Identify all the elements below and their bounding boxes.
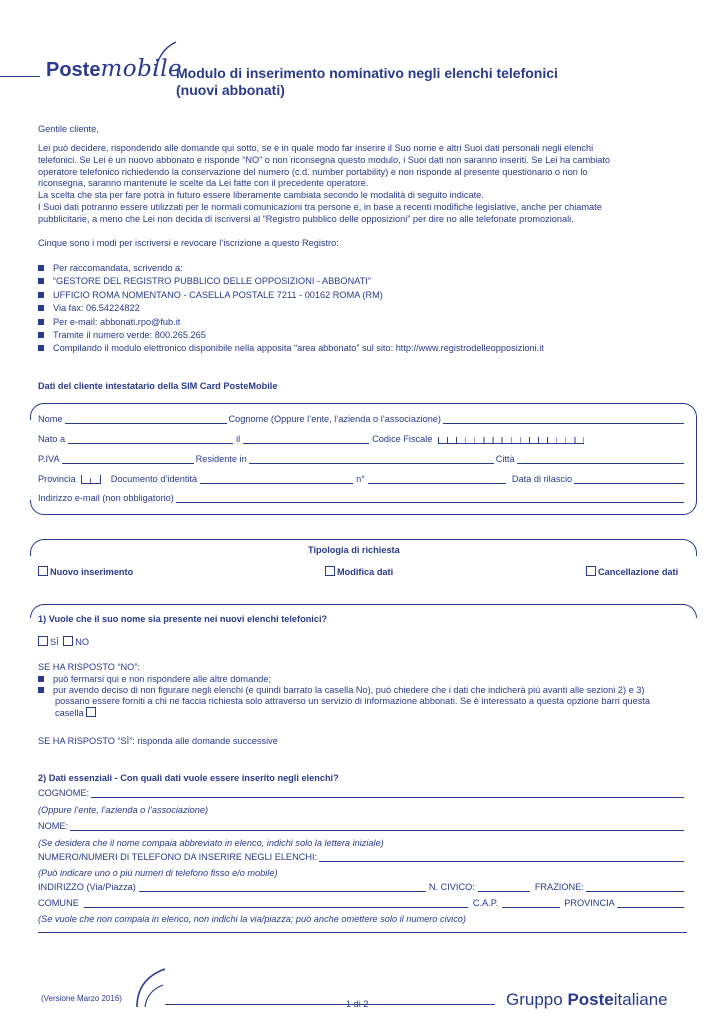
q2-cap-field[interactable] [502,898,560,908]
logo-poste: Poste [46,59,101,81]
footer-rule-left [38,932,687,933]
row-residenza: P.IVA Residente in Città [38,454,686,464]
row-q2-numeri: NUMERO/NUMERI DI TELEFONO DA INSERIRE NEGLI ELENCHI: [38,852,686,862]
q2-numeri-field[interactable] [319,852,684,862]
client-section-heading: Dati del cliente intestatario della SIM Card PosteMobile [38,381,278,391]
cancellazione-dati-checkbox[interactable] [586,566,596,576]
bullet-icon [38,332,44,338]
logo-mobile: mobile [100,56,183,82]
header-swoosh [150,40,178,82]
list-item: pur avendo deciso di non figurare negli elenchi (e quindi barrato la casella No), può chiedere che i dati che indicherà più avanti alle sezioni 2) e 3) [38,685,650,696]
row-email: Indirizzo e-mail (non obbligatorio) [38,493,686,503]
list-item: Tramite il numero verde: 800.265.265 [38,330,544,340]
cancellazione-dati-option[interactable]: Cancellazione dati [586,566,678,577]
residente-field[interactable] [249,454,494,464]
q2-nome-note: (Se desidera che il nome compaia abbreviato in elenco, indichi solo la lettera iniziale) [38,838,384,848]
bullet-icon [38,676,44,682]
codice-fiscale-field[interactable] [438,434,584,444]
bullet-icon [38,687,44,693]
list-item: Via fax: 06.54224822 [38,303,544,313]
row-nome-cognome: Nome Cognome (Oppure l’ente, l’azienda o l’associazione) [38,414,686,424]
list-item: Per e-mail: abbonati.rpo@fub.it [38,317,544,327]
documento-field[interactable] [200,474,353,484]
list-item: UFFICIO ROMA NOMENTANO - CASELLA POSTALE 7211 - 00162 ROMA (RM) [38,290,544,300]
data-rilascio-field[interactable] [574,474,684,484]
gruppo-poste-logo: Gruppo Posteitaliane [506,990,668,1009]
q2-indirizzo-note: (Se vuole che non compaia in elenco, non indichi la via/piazza; può anche omettere solo il numero civico) [38,914,466,924]
list-item: Per raccomandata, scrivendo a: [38,263,544,273]
q2-comune-field[interactable] [84,898,468,908]
data-nascita-field[interactable] [243,434,369,444]
email-field[interactable] [176,493,684,503]
row-q2-indirizzo: INDIRIZZO (Via/Piazza) N. CIVICO: FRAZIONE: [38,882,686,892]
bullet-icon [38,319,44,325]
modifica-dati-checkbox[interactable] [325,566,335,576]
list-item: Compilando il modulo elettronico disponibile nella apposita “area abbonato” sul sito: http://www.registrodelleopposizioni.it [38,343,544,353]
piva-field[interactable] [62,454,194,464]
no-checkbox[interactable] [63,636,73,646]
row-q2-cognome: COGNOME: [38,788,686,798]
intro-methods-lead: Cinque sono i modi per iscriversi e revocare l’iscrizione a questo Registro: [38,238,339,248]
nome-field[interactable] [65,414,227,424]
nuovo-inserimento-checkbox[interactable] [38,566,48,576]
bullet-icon [38,265,44,271]
header-rule [0,76,40,77]
q1-si-text: SE HA RISPOSTO “SÌ”: risponda alle domande successive [38,736,278,746]
info-service-option: casella [38,707,650,719]
q2-provincia-field[interactable] [617,898,684,908]
nuovo-inserimento-option[interactable]: Nuovo inserimento [38,566,133,577]
row-q2-comune: COMUNE C.A.P. PROVINCIA [38,898,686,908]
citta-field[interactable] [517,454,684,464]
q2-civico-field[interactable] [478,882,530,892]
bullet-icon [38,292,44,298]
q1-no-heading: SE HA RISPOSTO “NO”: [38,662,140,672]
q2-cognome-note: (Oppure l’ente, l’azienda o l’associazione) [38,805,209,815]
si-checkbox[interactable] [38,636,48,646]
list-item: “GESTORE DEL REGISTRO PUBBLICO DELLE OPPOSIZIONI - ABBONATI” [38,276,544,286]
info-service-checkbox[interactable] [86,707,96,717]
request-type-heading: Tipologia di richiesta [308,545,400,555]
q2-numeri-note: (Può indicare uno o più numeri di telefono fisso e/o mobile) [38,868,278,878]
page-title: Modulo di inserimento nominativo negli elenchi telefonici (nuovi abbonati) [176,65,558,98]
bullet-icon [38,278,44,284]
list-item: può fermarsi qui e non rispondere alle altre domande; [38,674,650,685]
row-nascita: Nato a il Codice Fiscale [38,434,686,444]
page-number: 1 di 2 [346,999,369,1009]
q2-frazione-field[interactable] [586,882,684,892]
intro-greeting: Gentile cliente, [38,124,99,134]
bullet-icon [38,305,44,311]
q2-question: 2) Dati essenziali - Con quali dati vuole essere inserito negli elenchi? [38,773,339,783]
version-label: (Versione Marzo 2016) [41,994,122,1003]
provincia-field[interactable] [81,475,101,484]
row-q2-nome: NOME: [38,821,686,831]
intro-paragraph: Lei può decidere, rispondendo alle domande qui sotto, se e in quale modo far inserire il Suo nome e altri Suoi dati personali negli elenchi telefonici. Se Lei è un nuovo abbonato e risponde “NO” o non riconsegna questo modulo, i Suoi dati non saranno inseriti. Se Lei ha cambiato operatore telefonico richiedendo la conservazione del numero (c.d. number portability) e non risponde al presente questionario o non lo riconsegna, saranno mantenute le scelte da Lei fatte con il precedente operatore. La scelta che sta per fare potrà in futuro essere liberamente cambiata secondo le modalità di seguito indicate. I Suoi dati potranno essere utilizzati per le normali comunicazioni tra persone e, in base a recenti modifiche legislative, anche per chiamate pubblicitarie, a meno che Lei non decida di iscriversi al “Registro pubblico delle opposizioni” per dire no alle telefonate promozionali. [38,143,611,224]
q1-question: 1) Vuole che il suo nome sia presente nei nuovi elenchi telefonici? [38,614,328,624]
q2-indirizzo-field[interactable] [139,882,426,892]
modifica-dati-option[interactable]: Modifica dati [325,566,393,577]
footer-swoosh [133,963,167,1011]
q1-no-bullets: può fermarsi qui e non rispondere alle altre domande; pur avendo deciso di non figurare negli elenchi (e quindi barrato la casella No), può chiedere che i dati che indicherà più avanti alle sezioni 2) e 3) possano essere forniti a chi ne faccia richiesta solo attraverso un servizio di informazione abbonati. Se è interessato a questa opzione barri questa casella [38,674,650,719]
nato-a-field[interactable] [68,434,233,444]
numero-documento-field[interactable] [368,474,506,484]
cognome-field[interactable] [443,414,684,424]
q2-cognome-field[interactable] [91,788,684,798]
row-documento: Provincia Documento d’identità n° Data di rilascio [38,474,686,484]
q2-nome-field[interactable] [70,821,684,831]
methods-list [38,263,544,357]
footer-rule-right [165,1004,495,1005]
q1-answers: SÌ NO [38,636,89,647]
bullet-icon [38,345,44,351]
